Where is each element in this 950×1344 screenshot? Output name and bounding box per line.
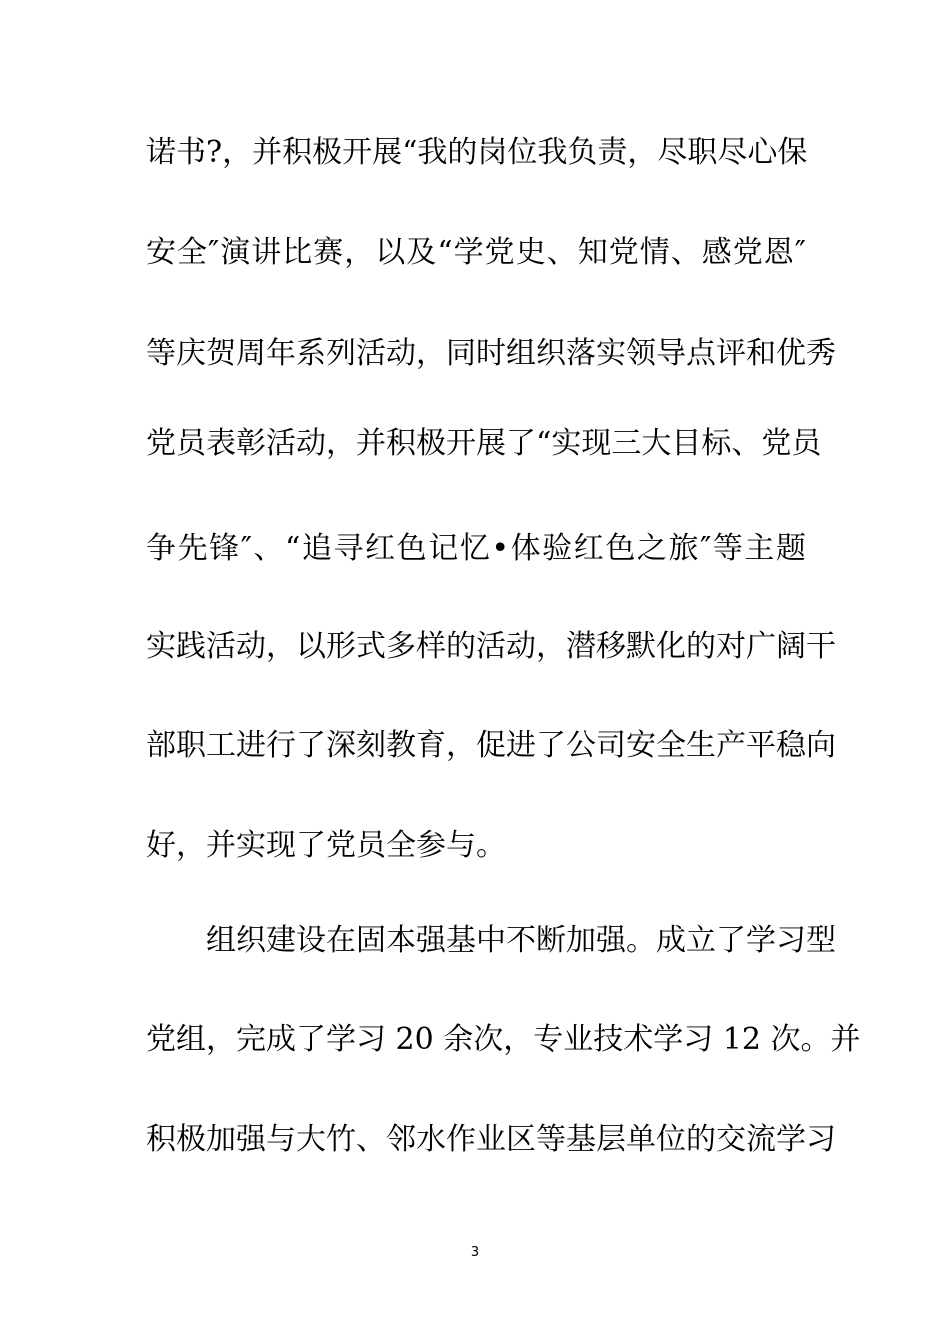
text-line: 实践活动，以形式多样的活动，潜移默化的对广阔干	[146, 629, 836, 664]
text-line: 争先锋″、“追寻红色记忆•体验红色之旅″等主题	[146, 531, 806, 566]
text-line: 党组，完成了学习 20 余次，专业技术学习 12 次。并	[146, 1022, 861, 1057]
text-line: 等庆贺周年系列活动，同时组织落实领导点评和优秀	[146, 336, 836, 371]
text-line: 部职工进行了深刻教育，促进了公司安全生产平稳向	[146, 728, 836, 763]
text-line: 安全″演讲比赛，以及“学党史、知党情、感党恩″	[146, 235, 806, 270]
text-line: 诺书?，并积极开展“我的岗位我负责，尽职尽心保	[146, 135, 808, 170]
text-line: 好，并实现了党员全参与。	[146, 828, 506, 863]
text-line: 党员表彰活动，并积极开展了“实现三大目标、党员	[146, 426, 822, 461]
page-number: 3	[470, 1245, 480, 1260]
text-line: 积极加强与大竹、邻水作业区等基层单位的交流学习	[146, 1122, 836, 1157]
paragraph-first-line: 组织建设在固本强基中不断加强。成立了学习型	[206, 923, 836, 958]
